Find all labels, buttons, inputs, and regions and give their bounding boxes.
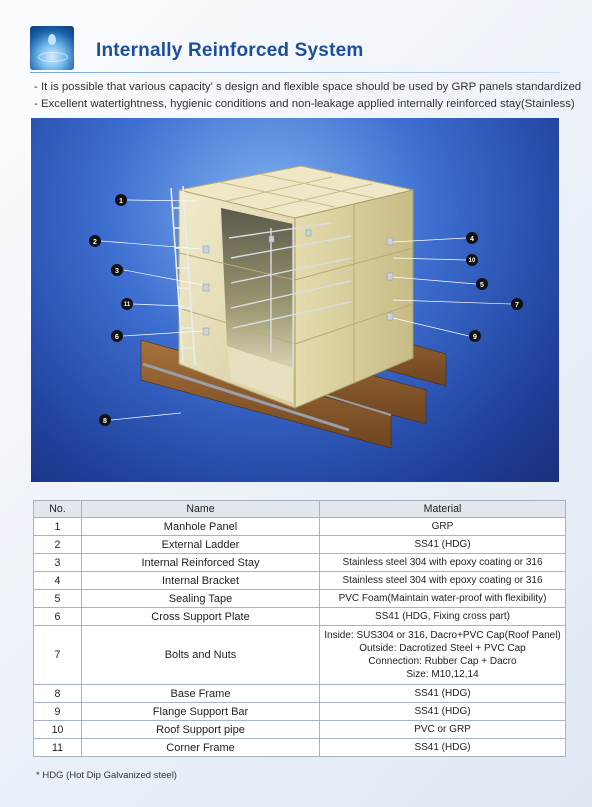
- callout-1: [115, 194, 127, 206]
- svg-text:11: 11: [123, 302, 131, 308]
- cell-material: SS41 (HDG, Fixing cross part): [320, 608, 566, 626]
- cell-name: Base Frame: [82, 685, 320, 703]
- table-row: [34, 739, 566, 757]
- svg-text:3: 3: [115, 268, 119, 275]
- svg-text:4: 4: [470, 236, 474, 243]
- cell-no: 9: [34, 703, 82, 721]
- material-line: Connection: Rubber Cap + Dacro: [368, 656, 517, 667]
- cell-no: 8: [34, 685, 82, 703]
- col-header-no: No.: [34, 501, 82, 518]
- cell-no: 3: [34, 554, 82, 572]
- material-line: Inside: SUS304 or 316, Dacro+PVC Cap(Roof Panel): [324, 630, 561, 641]
- tank-illustration: [31, 118, 559, 482]
- svg-text:2: 2: [93, 239, 97, 246]
- cell-material: Stainless steel 304 with epoxy coating or 316: [320, 554, 566, 572]
- cell-material: SS41 (HDG): [320, 739, 566, 757]
- table-row: [34, 518, 566, 536]
- col-header-material: Material: [320, 501, 566, 518]
- callout-8: [99, 414, 111, 426]
- cell-material: [320, 626, 566, 685]
- table-row: [34, 554, 566, 572]
- col-header-name: Name: [82, 501, 320, 518]
- page-title: Internally Reinforced System: [96, 40, 364, 61]
- table-row: [34, 590, 566, 608]
- svg-text:8: 8: [103, 418, 107, 425]
- parts-table: [33, 500, 566, 757]
- cell-name: Cross Support Plate: [82, 608, 320, 626]
- table-row: [34, 721, 566, 739]
- cell-no: 11: [34, 739, 82, 757]
- cell-material: GRP: [320, 518, 566, 536]
- cell-name: Internal Reinforced Stay: [82, 554, 320, 572]
- callout-3: [111, 264, 123, 276]
- callout-4: [466, 232, 478, 244]
- title-divider: [30, 72, 560, 73]
- water-drop-icon: [30, 26, 74, 70]
- cell-no: 5: [34, 590, 82, 608]
- table-row: [34, 608, 566, 626]
- table-row: [34, 626, 566, 685]
- callout-11: [121, 298, 133, 310]
- table-row: [34, 703, 566, 721]
- table-header-row: [34, 501, 566, 518]
- cell-material: SS41 (HDG): [320, 536, 566, 554]
- svg-text:10: 10: [468, 258, 476, 264]
- svg-text:6: 6: [115, 334, 119, 341]
- cell-name: Manhole Panel: [82, 518, 320, 536]
- svg-text:9: 9: [473, 334, 477, 341]
- cell-no: 10: [34, 721, 82, 739]
- cell-name: Internal Bracket: [82, 572, 320, 590]
- cell-name: Bolts and Nuts: [82, 626, 320, 685]
- svg-text:1: 1: [119, 198, 123, 205]
- table-row: [34, 536, 566, 554]
- material-line: Outside: Dacrotized Steel + PVC Cap: [359, 643, 526, 654]
- svg-text:7: 7: [515, 302, 519, 309]
- tank-drawing: [31, 118, 559, 482]
- callout-2: [89, 235, 101, 247]
- callout-5: [476, 278, 488, 290]
- cell-material: SS41 (HDG): [320, 703, 566, 721]
- svg-text:5: 5: [480, 282, 484, 289]
- cell-no: 4: [34, 572, 82, 590]
- callout-6: [111, 330, 123, 342]
- page-header: [30, 26, 570, 70]
- material-line: Size: M10,12,14: [406, 669, 479, 680]
- bullet-item: - It is possible that various capacity' s design and flexible space should be used by GRP panels standardized: [34, 81, 582, 93]
- table-row: [34, 572, 566, 590]
- cell-material: PVC Foam(Maintain water-proof with flexibility): [320, 590, 566, 608]
- callout-10: [466, 254, 478, 266]
- bullet-item: - Excellent watertightness, hygienic conditions and non-leakage applied internally reinforced stay(Stainless): [34, 98, 575, 110]
- cell-name: External Ladder: [82, 536, 320, 554]
- table-row: [34, 685, 566, 703]
- cell-material: SS41 (HDG): [320, 685, 566, 703]
- cell-name: Corner Frame: [82, 739, 320, 757]
- cell-no: 6: [34, 608, 82, 626]
- footnote: * HDG (Hot Dip Galvanized steel): [36, 770, 177, 781]
- cell-name: Roof Support pipe: [82, 721, 320, 739]
- callout-9: [469, 330, 481, 342]
- cell-no: 1: [34, 518, 82, 536]
- cell-name: Sealing Tape: [82, 590, 320, 608]
- cell-no: 2: [34, 536, 82, 554]
- cell-name: Flange Support Bar: [82, 703, 320, 721]
- callout-7: [511, 298, 523, 310]
- cell-material: PVC or GRP: [320, 721, 566, 739]
- cell-no: 7: [34, 626, 82, 685]
- cell-material: Stainless steel 304 with epoxy coating or 316: [320, 572, 566, 590]
- intro-bullets: [34, 79, 582, 113]
